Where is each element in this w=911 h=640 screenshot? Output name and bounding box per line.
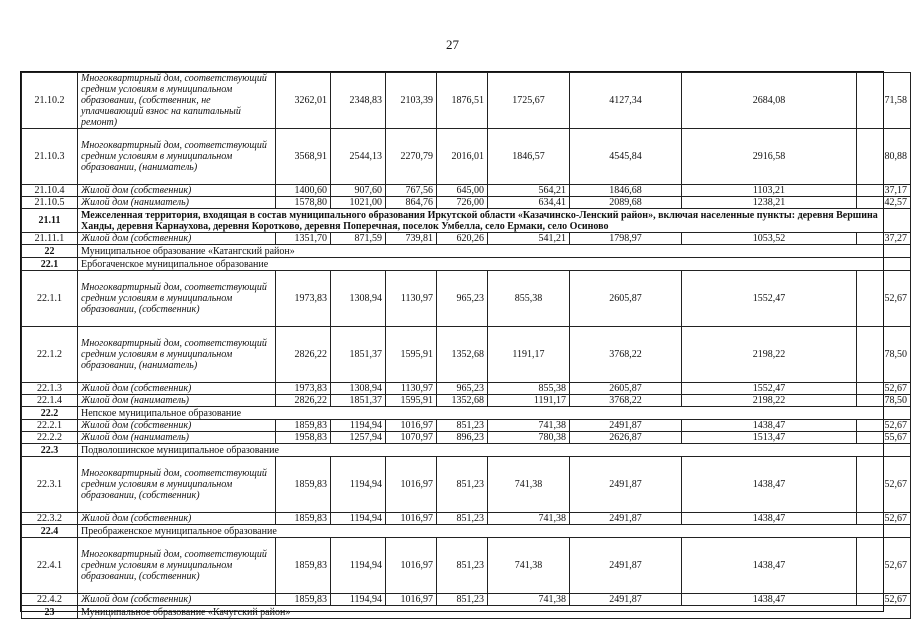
value-cell: 2544,13 bbox=[331, 129, 386, 185]
value-cell: 1016,97 bbox=[386, 538, 437, 594]
table-row bbox=[22, 538, 911, 594]
housing-type: Многоквартирный дом, соответствующий средним условиям в муниципальном образовании, (собственник) bbox=[78, 457, 276, 513]
value-cell: 1191,17 bbox=[488, 395, 570, 407]
value-cell: 1851,37 bbox=[331, 327, 386, 383]
value-cell: 52,67 bbox=[857, 271, 911, 327]
value-cell: 1130,97 bbox=[386, 383, 437, 395]
value-cell: 1352,68 bbox=[437, 395, 488, 407]
value-cell: 1595,91 bbox=[386, 395, 437, 407]
row-code: 21.10.4 bbox=[22, 185, 78, 197]
value-cell: 42,57 bbox=[857, 197, 911, 209]
value-cell: 2198,22 bbox=[682, 395, 857, 407]
value-cell: 1578,80 bbox=[276, 197, 331, 209]
housing-type: Жилой дом (собственник) bbox=[78, 513, 276, 525]
value-cell: 52,67 bbox=[857, 594, 911, 606]
value-cell: 741,38 bbox=[488, 594, 570, 606]
section-title: Муниципальное образование «Катангский район» bbox=[78, 245, 911, 258]
value-cell: 1438,47 bbox=[682, 513, 857, 525]
value-cell: 1876,51 bbox=[437, 73, 488, 129]
table-body bbox=[22, 73, 911, 619]
value-cell: 4545,84 bbox=[570, 129, 682, 185]
table-row bbox=[22, 395, 911, 407]
value-cell: 741,38 bbox=[488, 420, 570, 432]
row-code: 22.3.1 bbox=[22, 457, 78, 513]
row-code: 21.10.2 bbox=[22, 73, 78, 129]
housing-type: Многоквартирный дом, соответствующий средним условиям в муниципальном образовании, (наниматель) bbox=[78, 327, 276, 383]
value-cell: 1194,94 bbox=[331, 420, 386, 432]
row-code: 22.1.1 bbox=[22, 271, 78, 327]
section-heading-row bbox=[22, 258, 911, 271]
value-cell: 1513,47 bbox=[682, 432, 857, 444]
value-cell: 1846,57 bbox=[488, 129, 570, 185]
value-cell: 1859,83 bbox=[276, 420, 331, 432]
row-code: 22.1.4 bbox=[22, 395, 78, 407]
row-code: 22.3.2 bbox=[22, 513, 78, 525]
value-cell: 1194,94 bbox=[331, 513, 386, 525]
value-cell: 2089,68 bbox=[570, 197, 682, 209]
value-cell: 1846,68 bbox=[570, 185, 682, 197]
value-cell: 1438,47 bbox=[682, 457, 857, 513]
value-cell: 864,76 bbox=[386, 197, 437, 209]
section-heading-row bbox=[22, 444, 911, 457]
value-cell: 1973,83 bbox=[276, 383, 331, 395]
value-cell: 52,67 bbox=[857, 513, 911, 525]
value-cell: 1257,94 bbox=[331, 432, 386, 444]
value-cell: 78,50 bbox=[857, 327, 911, 383]
value-cell: 1859,83 bbox=[276, 513, 331, 525]
value-cell: 1194,94 bbox=[331, 538, 386, 594]
section-title: Подволошинское муниципальное образование bbox=[78, 444, 911, 457]
row-code: 22.1.2 bbox=[22, 327, 78, 383]
value-cell: 2684,08 bbox=[682, 73, 857, 129]
value-cell: 1191,17 bbox=[488, 327, 570, 383]
value-cell: 1194,94 bbox=[331, 457, 386, 513]
value-cell: 55,67 bbox=[857, 432, 911, 444]
value-cell: 1352,68 bbox=[437, 327, 488, 383]
housing-type: Жилой дом (собственник) bbox=[78, 383, 276, 395]
value-cell: 2626,87 bbox=[570, 432, 682, 444]
value-cell: 620,26 bbox=[437, 233, 488, 245]
value-cell: 851,23 bbox=[437, 457, 488, 513]
table-row bbox=[22, 420, 911, 432]
value-cell: 645,00 bbox=[437, 185, 488, 197]
value-cell: 1958,83 bbox=[276, 432, 331, 444]
housing-type: Многоквартирный дом, соответствующий средним условиям в муниципальном образовании, (собственник) bbox=[78, 538, 276, 594]
tariff-table bbox=[21, 72, 911, 619]
row-code: 22.2 bbox=[22, 407, 78, 420]
value-cell: 851,23 bbox=[437, 513, 488, 525]
tariff-table-container bbox=[20, 71, 907, 618]
value-cell: 1194,94 bbox=[331, 594, 386, 606]
value-cell: 2826,22 bbox=[276, 327, 331, 383]
row-code: 22.4.1 bbox=[22, 538, 78, 594]
value-cell: 2605,87 bbox=[570, 271, 682, 327]
page-number: 27 bbox=[446, 37, 459, 52]
value-cell: 1859,83 bbox=[276, 594, 331, 606]
value-cell: 855,38 bbox=[488, 271, 570, 327]
value-cell: 965,23 bbox=[437, 271, 488, 327]
value-cell: 52,67 bbox=[857, 538, 911, 594]
section-title: Преображенское муниципальное образование bbox=[78, 525, 911, 538]
value-cell: 52,67 bbox=[857, 457, 911, 513]
value-cell: 1016,97 bbox=[386, 594, 437, 606]
row-code: 22.2.2 bbox=[22, 432, 78, 444]
row-code: 22.1.3 bbox=[22, 383, 78, 395]
value-cell: 2491,87 bbox=[570, 420, 682, 432]
value-cell: 741,38 bbox=[488, 538, 570, 594]
value-cell: 1438,47 bbox=[682, 420, 857, 432]
value-cell: 1016,97 bbox=[386, 513, 437, 525]
value-cell: 3768,22 bbox=[570, 327, 682, 383]
value-cell: 564,21 bbox=[488, 185, 570, 197]
value-cell: 2491,87 bbox=[570, 513, 682, 525]
housing-type: Многоквартирный дом, соответствующий средним условиям в муниципальном образовании, (собственник) bbox=[78, 271, 276, 327]
value-cell: 1400,60 bbox=[276, 185, 331, 197]
value-cell: 1308,94 bbox=[331, 271, 386, 327]
value-cell: 78,50 bbox=[857, 395, 911, 407]
row-code: 21.10.5 bbox=[22, 197, 78, 209]
value-cell: 2491,87 bbox=[570, 594, 682, 606]
value-cell: 3568,91 bbox=[276, 129, 331, 185]
housing-type: Жилой дом (собственник) bbox=[78, 420, 276, 432]
value-cell: 1021,00 bbox=[331, 197, 386, 209]
value-cell: 780,38 bbox=[488, 432, 570, 444]
value-cell: 1859,83 bbox=[276, 457, 331, 513]
section-title: Межселенная территория, входящая в состав муниципального образования Иркутской области «Казачинско-Ленский район», включая населенные пункты: деревня Вершина Ханды, деревня Карнаухова, деревня Коротково, деревня Поперечная, поселок Умбелла, село Ермаки, село Осиново bbox=[78, 209, 911, 233]
table-row bbox=[22, 383, 911, 395]
value-cell: 1016,97 bbox=[386, 457, 437, 513]
value-cell: 1308,94 bbox=[331, 383, 386, 395]
value-cell: 1851,37 bbox=[331, 395, 386, 407]
row-code: 21.11.1 bbox=[22, 233, 78, 245]
value-cell: 1595,91 bbox=[386, 327, 437, 383]
row-code: 22 bbox=[22, 245, 78, 258]
value-cell: 2270,79 bbox=[386, 129, 437, 185]
table-row bbox=[22, 457, 911, 513]
value-cell: 1552,47 bbox=[682, 383, 857, 395]
row-code: 22.4.2 bbox=[22, 594, 78, 606]
value-cell: 767,56 bbox=[386, 185, 437, 197]
table-row bbox=[22, 73, 911, 129]
value-cell: 2348,83 bbox=[331, 73, 386, 129]
value-cell: 855,38 bbox=[488, 383, 570, 395]
value-cell: 851,23 bbox=[437, 420, 488, 432]
value-cell: 851,23 bbox=[437, 594, 488, 606]
row-code: 23 bbox=[22, 606, 78, 619]
value-cell: 1859,83 bbox=[276, 538, 331, 594]
table-row bbox=[22, 185, 911, 197]
table-row bbox=[22, 129, 911, 185]
value-cell: 52,67 bbox=[857, 383, 911, 395]
housing-type: Жилой дом (наниматель) bbox=[78, 395, 276, 407]
housing-type: Жилой дом (наниматель) bbox=[78, 197, 276, 209]
value-cell: 739,81 bbox=[386, 233, 437, 245]
housing-type: Жилой дом (собственник) bbox=[78, 594, 276, 606]
row-code: 22.2.1 bbox=[22, 420, 78, 432]
value-cell: 1798,97 bbox=[570, 233, 682, 245]
value-cell: 851,23 bbox=[437, 538, 488, 594]
value-cell: 1103,21 bbox=[682, 185, 857, 197]
value-cell: 1238,21 bbox=[682, 197, 857, 209]
value-cell: 1351,70 bbox=[276, 233, 331, 245]
value-cell: 1438,47 bbox=[682, 538, 857, 594]
table-row bbox=[22, 233, 911, 245]
value-cell: 71,58 bbox=[857, 73, 911, 129]
section-heading-row bbox=[22, 407, 911, 420]
value-cell: 726,00 bbox=[437, 197, 488, 209]
value-cell: 80,88 bbox=[857, 129, 911, 185]
value-cell: 2103,39 bbox=[386, 73, 437, 129]
row-code: 21.10.3 bbox=[22, 129, 78, 185]
section-heading-row bbox=[22, 606, 911, 619]
value-cell: 2198,22 bbox=[682, 327, 857, 383]
value-cell: 4127,34 bbox=[570, 73, 682, 129]
section-title: Ербогаченское муниципальное образование bbox=[78, 258, 911, 271]
value-cell: 3768,22 bbox=[570, 395, 682, 407]
value-cell: 1725,67 bbox=[488, 73, 570, 129]
table-row bbox=[22, 432, 911, 444]
value-cell: 2605,87 bbox=[570, 383, 682, 395]
value-cell: 1130,97 bbox=[386, 271, 437, 327]
row-code: 22.3 bbox=[22, 444, 78, 457]
value-cell: 634,41 bbox=[488, 197, 570, 209]
section-heading-row bbox=[22, 525, 911, 538]
value-cell: 896,23 bbox=[437, 432, 488, 444]
value-cell: 741,38 bbox=[488, 513, 570, 525]
value-cell: 37,27 bbox=[857, 233, 911, 245]
value-cell: 1438,47 bbox=[682, 594, 857, 606]
value-cell: 907,60 bbox=[331, 185, 386, 197]
value-cell: 2491,87 bbox=[570, 457, 682, 513]
value-cell: 1053,52 bbox=[682, 233, 857, 245]
value-cell: 52,67 bbox=[857, 420, 911, 432]
table-row bbox=[22, 271, 911, 327]
value-cell: 37,17 bbox=[857, 185, 911, 197]
value-cell: 3262,01 bbox=[276, 73, 331, 129]
value-cell: 541,21 bbox=[488, 233, 570, 245]
table-row bbox=[22, 327, 911, 383]
row-code: 22.4 bbox=[22, 525, 78, 538]
row-code: 21.11 bbox=[22, 209, 78, 233]
section-title: Непское муниципальное образование bbox=[78, 407, 911, 420]
value-cell: 2491,87 bbox=[570, 538, 682, 594]
territory-row bbox=[22, 209, 911, 233]
section-title: Муниципальное образование «Качугский район» bbox=[78, 606, 911, 619]
value-cell: 2826,22 bbox=[276, 395, 331, 407]
row-code: 22.1 bbox=[22, 258, 78, 271]
housing-type: Многоквартирный дом, соответствующий средним условиям в муниципальном образовании, (наниматель) bbox=[78, 129, 276, 185]
housing-type: Жилой дом (собственник) bbox=[78, 185, 276, 197]
housing-type: Жилой дом (собственник) bbox=[78, 233, 276, 245]
housing-type: Жилой дом (наниматель) bbox=[78, 432, 276, 444]
section-heading-row bbox=[22, 245, 911, 258]
value-cell: 965,23 bbox=[437, 383, 488, 395]
table-row bbox=[22, 594, 911, 606]
table-row bbox=[22, 197, 911, 209]
value-cell: 1973,83 bbox=[276, 271, 331, 327]
value-cell: 2016,01 bbox=[437, 129, 488, 185]
table-row bbox=[22, 513, 911, 525]
value-cell: 2916,58 bbox=[682, 129, 857, 185]
value-cell: 741,38 bbox=[488, 457, 570, 513]
value-cell: 1070,97 bbox=[386, 432, 437, 444]
value-cell: 871,59 bbox=[331, 233, 386, 245]
housing-type: Многоквартирный дом, соответствующий средним условиям в муниципальном образовании, (собственник, не уплачивающий взнос на капитальный ремонт) bbox=[78, 73, 276, 129]
value-cell: 1552,47 bbox=[682, 271, 857, 327]
value-cell: 1016,97 bbox=[386, 420, 437, 432]
